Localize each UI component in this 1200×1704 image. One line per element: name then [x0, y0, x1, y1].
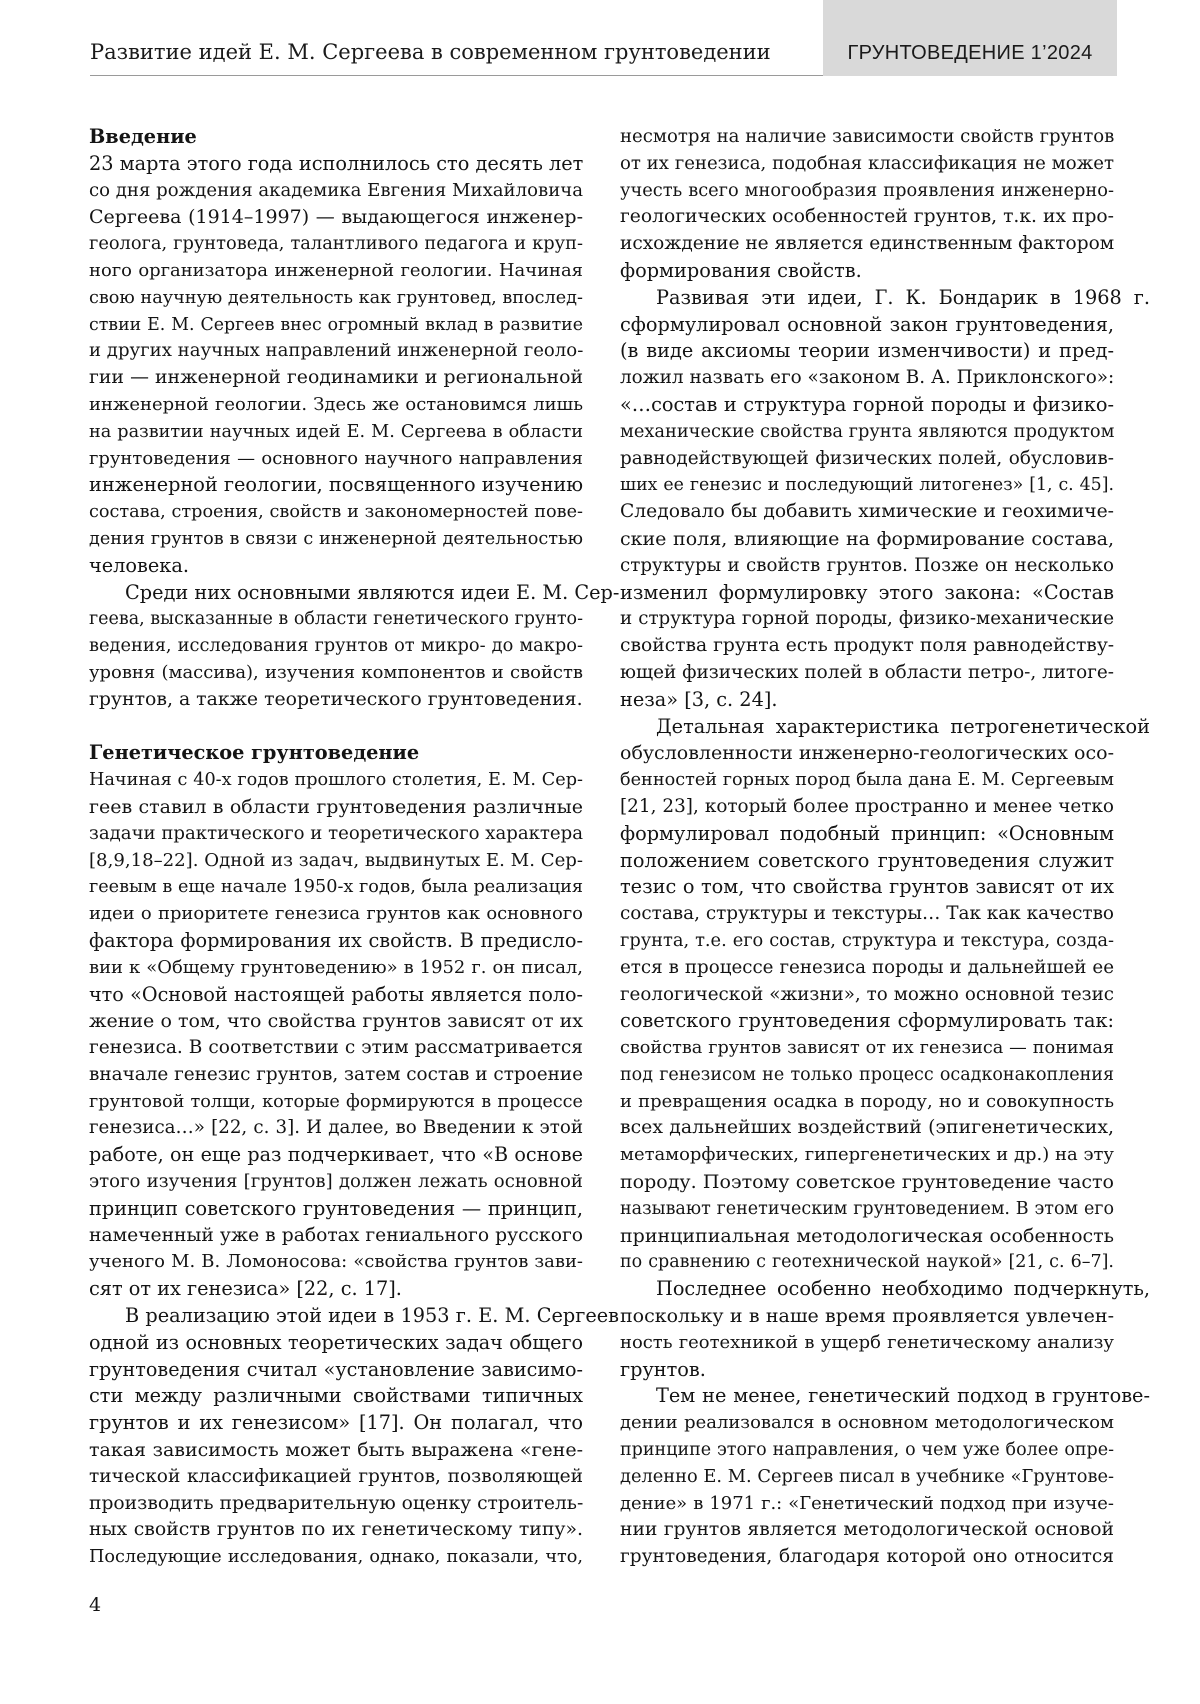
- text-line: учесть всего многообразия проявления инженерно-: [620, 179, 1114, 201]
- text-line: геологических особенностей грунтов, т.к. их про-: [620, 206, 1114, 228]
- text-line: поскольку и в наше время проявляется увлечен-: [620, 1305, 1114, 1328]
- text-line: грунтовой толщи, которые формируются в процессе: [89, 1091, 583, 1112]
- text-line: структуры и свойств грунтов. Позже он несколько: [620, 554, 1114, 576]
- section-heading: Введение: [89, 125, 197, 148]
- text-line: исхождение не является единственным фактором: [620, 233, 1115, 255]
- text-line: Детальная характеристика петрогенетической: [656, 714, 1150, 738]
- text-line: сформулировал основной закон грунтоведения,: [620, 312, 1114, 336]
- text-line: ские поля, влияющие на формирование состава,: [620, 527, 1114, 550]
- paragraph-gap: [89, 714, 583, 741]
- text-line: задачи практического и теоретического характера: [89, 822, 583, 844]
- text-line: метаморфических, гипергенетических и др.) на эту: [620, 1144, 1114, 1166]
- text-line: жение о том, что свойства грунтов зависят от их: [89, 1010, 583, 1033]
- text-line: инженерной геологии, посвященного изучению: [89, 473, 584, 497]
- text-line: принципе этого направления, о чем уже более опре-: [620, 1440, 1114, 1461]
- text-line: со дня рождения академика Евгения Михайловича: [89, 179, 583, 201]
- left-text-column: [89, 124, 620, 1571]
- text-line: что «Основой настоящей работы является поло-: [89, 982, 583, 1006]
- text-line: нии грунтов является методологической основой: [620, 1519, 1114, 1541]
- text-line: под генезисом не только процесс осадконакопления: [620, 1064, 1114, 1085]
- text-line: ствии Е. М. Сергеев внес огромный вклад в развитие: [89, 314, 583, 335]
- text-line: деленно Е. М. Сергеев писал в учебнике «Грунтове-: [620, 1465, 1114, 1487]
- header-divider: [90, 75, 823, 76]
- text-line: Последующие исследования, однако, показали, что,: [89, 1547, 583, 1568]
- text-line: от их генезиса, подобная классификация не может: [620, 152, 1114, 174]
- text-line: идеи о приоритете генезиса грунтов как основного: [89, 903, 583, 925]
- text-line: грунтоведения считал «установление зависимо-: [89, 1357, 583, 1381]
- text-line: тической классификацией грунтов, позволяющей: [89, 1465, 583, 1487]
- text-line: вии к «Общему грунтоведению» в 1952 г. он писал,: [89, 956, 583, 978]
- text-line: геологической «жизни», то можно основной тезис: [620, 983, 1114, 1005]
- text-line: гии — инженерной геодинамики и региональной: [89, 367, 583, 389]
- text-line: этого изучения [грунтов] должен лежать основной: [89, 1171, 583, 1193]
- text-line: равнодействующей физических полей, обусловив-: [620, 447, 1114, 469]
- text-line: 23 марта этого года исполнилось сто десять лет: [89, 151, 584, 175]
- page-number: 4: [89, 1594, 102, 1616]
- text-line: принцип советского грунтоведения — принцип,: [89, 1196, 583, 1220]
- text-line: Тем не менее, генетический подход в грунтове-: [656, 1384, 1150, 1408]
- text-line: сти между различными свойствами типичных: [89, 1384, 583, 1408]
- journal-name: ГРУНТОВЕДЕНИЕ 1’2024: [847, 42, 1093, 64]
- text-line: ложил назвать его «законом В. А. Приклонского»:: [620, 367, 1115, 389]
- text-line: Следовало бы добавить химические и геохимиче-: [620, 501, 1114, 523]
- text-line: формирования свойств.: [620, 258, 862, 282]
- text-line: производить предварительную оценку строитель-: [89, 1492, 584, 1514]
- text-line: грунтов.: [620, 1357, 706, 1381]
- text-line: «…состав и структура горной породы и физико-: [620, 392, 1114, 416]
- text-line: вначале генезис грунтов, затем состав и строение: [89, 1063, 583, 1085]
- text-line: сят от их генезиса» [22, с. 17].: [89, 1277, 402, 1301]
- text-line: человека.: [89, 553, 189, 577]
- text-line: ется в процессе генезиса породы и дальнейшей ее: [620, 956, 1114, 978]
- text-line: свойства грунтов зависят от их генезиса — понимая: [620, 1038, 1114, 1059]
- text-line: и превращения осадка в породу, но и совокупность: [620, 1090, 1114, 1112]
- text-line: ших ее генезис и последующий литогенез» [1, с. 45].: [620, 475, 1114, 496]
- text-line: ученого М. В. Ломоносова: «свойства грунтов зави-: [89, 1251, 583, 1273]
- text-line: изменил формулировку этого закона: «Состав: [620, 580, 1114, 604]
- text-line: инженерной геологии. Здесь же остановимся лишь: [89, 393, 583, 415]
- text-line: (в виде аксиомы теории изменчивости) и пред-: [620, 339, 1114, 363]
- text-line: обусловленности инженерно-геологических осо-: [620, 742, 1114, 765]
- text-line: Среди них основными являются идеи Е. М. Сер-: [125, 580, 620, 604]
- text-line: несмотря на наличие зависимости свойств грунтов: [620, 126, 1115, 147]
- text-line: генезиса…» [22, с. 3]. И далее, во Введении к этой: [89, 1117, 583, 1139]
- text-line: одной из основных теоретических задач общего: [89, 1330, 583, 1354]
- text-line: ность геотехникой в ущерб генетическому анализу: [620, 1331, 1114, 1353]
- text-line: и структура горной породы, физико-механические: [620, 608, 1114, 630]
- text-line: Начиная с 40-х годов прошлого столетия, Е. М. Сер-: [89, 770, 583, 791]
- text-line: Сергеева (1914–1997) — выдающегося инженер-: [89, 206, 583, 229]
- text-line: свою научную деятельность как грунтовед, впослед-: [89, 287, 583, 308]
- text-line: дение» в 1971 г.: «Генетический подход при изуче-: [620, 1492, 1114, 1514]
- running-header-title: Развитие идей Е. М. Сергеева в современном грунтоведении: [90, 40, 771, 64]
- text-line: фактора формирования их свойств. В предисло-: [89, 928, 583, 952]
- text-line: дения грунтов в связи с инженерной деятельностью: [89, 528, 583, 549]
- text-line: работе, он еще раз подчеркивает, что «В основе: [89, 1143, 583, 1167]
- text-line: свойства грунта есть продукт поля равнодейству-: [620, 635, 1115, 657]
- text-line: неза» [3, с. 24].: [620, 687, 778, 711]
- text-line: Последнее особенно необходимо подчеркнуть,: [656, 1277, 1150, 1301]
- text-line: положением советского грунтоведения служит: [620, 848, 1114, 872]
- text-line: геевым в еще начале 1950-х годов, была реализация: [89, 877, 584, 898]
- text-line: тезис о том, что свойства грунтов зависят от их: [620, 875, 1114, 899]
- text-line: геолога, грунтоведа, талантливого педагога и круп-: [89, 233, 583, 255]
- text-line: дении реализовался в основном методологическом: [620, 1412, 1114, 1434]
- text-line: геева, высказанные в области генетического грунто-: [89, 609, 583, 630]
- section-heading: Генетическое грунтоведение: [89, 741, 420, 765]
- text-line: [8,9,18–22]. Одной из задач, выдвинутых Е. М. Сер-: [89, 849, 583, 871]
- right-text-column: [620, 124, 1150, 1571]
- text-line: ведения, исследования грунтов от микро- до макро-: [89, 635, 583, 657]
- text-line: [21, 23], который более пространно и менее четко: [620, 795, 1114, 817]
- text-line: намеченный уже в работах гениального русского: [89, 1224, 583, 1246]
- text-line: принципиальная методологическая особенность: [620, 1224, 1114, 1247]
- text-line: механические свойства грунта являются продуктом: [620, 420, 1115, 442]
- text-line: грунтоведения — основного научного направления: [89, 447, 583, 469]
- text-line: состава, строения, свойств и закономерностей пове-: [89, 502, 583, 523]
- text-line: ющей физических полей в области петро-, литоге-: [620, 661, 1114, 683]
- text-line: всех дальнейших воздействий (эпигенетических,: [620, 1117, 1114, 1139]
- text-line: генезиса. В соответствии с этим рассматривается: [89, 1037, 583, 1059]
- text-line: состава, структуры и текстуры… Так как качество: [620, 903, 1114, 925]
- text-line: по сравнению с геотехнической наукой» [21, с. 6–7].: [620, 1252, 1114, 1273]
- text-line: советского грунтоведения сформулировать так:: [620, 1009, 1114, 1033]
- text-line: называют генетическим грунтоведением. В этом его: [620, 1198, 1114, 1219]
- text-line: грунта, т.е. его состав, структура и текстура, созда-: [620, 929, 1114, 951]
- text-line: геев ставил в области грунтоведения различные: [89, 795, 583, 818]
- text-line: грунтоведения, благодаря которой оно относится: [620, 1546, 1114, 1568]
- text-line: бенностей горных пород была дана Е. М. Сергеевым: [620, 770, 1114, 791]
- text-line: на развитии научных идей Е. М. Сергеева в области: [89, 421, 583, 442]
- journal-header-box: [823, 0, 1117, 76]
- text-line: грунтов, а также теоретического грунтоведения.: [89, 688, 583, 710]
- text-line: Развивая эти идеи, Г. К. Бондарик в 1968 г.: [656, 285, 1150, 309]
- text-line: уровня (массива), изучения компонентов и свойств: [89, 661, 583, 683]
- text-line: и других научных направлений инженерной геоло-: [89, 340, 584, 362]
- text-line: ного организатора инженерной геологии. Начиная: [89, 259, 583, 281]
- text-line: ных свойств грунтов по их генетическому типу».: [89, 1519, 583, 1541]
- text-line: такая зависимость может быть выражена «гене-: [89, 1439, 583, 1462]
- text-line: формулировал подобный принцип: «Основным: [620, 821, 1114, 845]
- text-line: грунтов и их генезисом» [17]. Он полагал, что: [89, 1411, 583, 1435]
- text-line: породу. Поэтому советское грунтоведение часто: [620, 1171, 1114, 1194]
- text-line: В реализацию этой идеи в 1953 г. Е. М. Сергеев: [125, 1304, 619, 1328]
